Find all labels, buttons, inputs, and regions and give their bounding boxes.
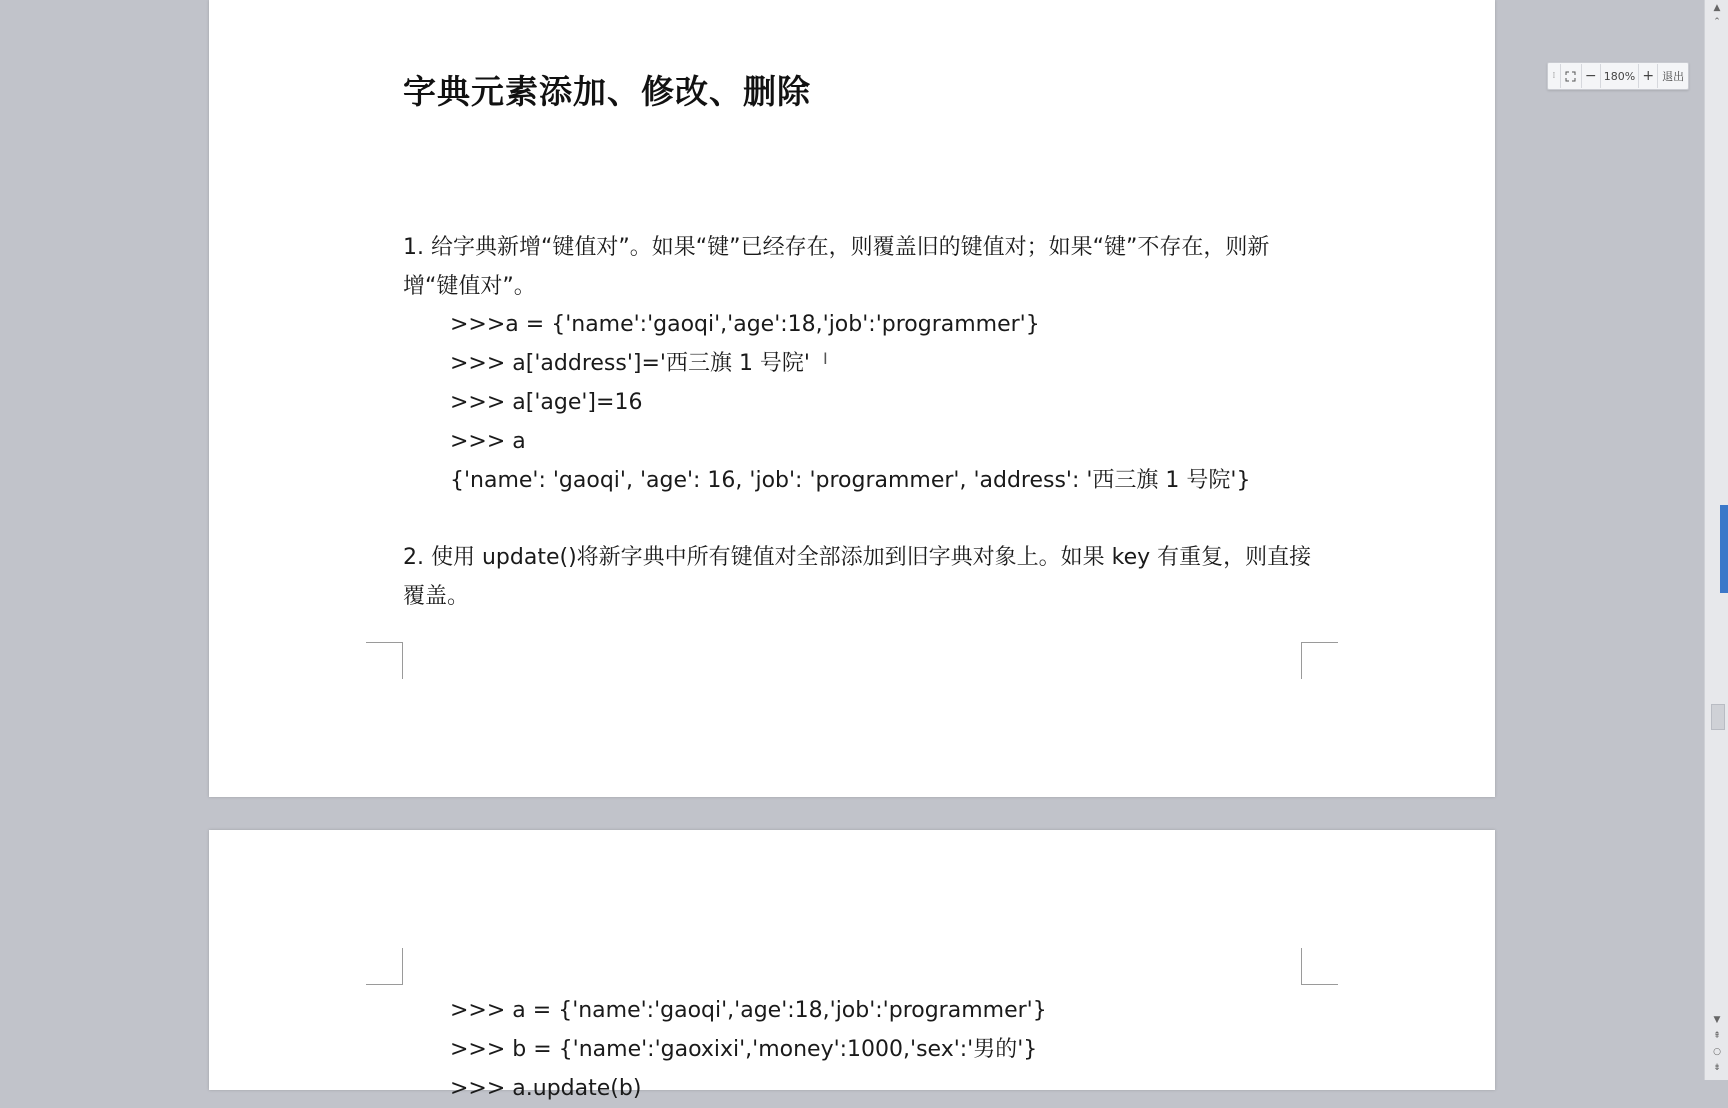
next-page-icon[interactable]: ⇟ (1713, 1063, 1721, 1073)
document-page-2 (209, 830, 1495, 1101)
text-cursor-icon: I (823, 349, 828, 368)
code-line: >>> a['age']=16 (450, 390, 643, 415)
fit-page-button[interactable] (1561, 64, 1582, 88)
code-output-line: {'name': 'gaoqi', 'age': 16, 'job': 'programmer', 'address': '西三旗 1 号院'} (450, 468, 1251, 493)
side-panel-toggle[interactable] (1720, 505, 1728, 593)
drag-handle-icon[interactable]: ⁞ (1548, 64, 1561, 88)
code-line: >>>a = {'name':'gaoqi','age':18,'job':'programmer'} (450, 312, 1040, 337)
fit-page-icon (1565, 71, 1576, 82)
code-line: >>> a.update(b) (450, 1076, 642, 1101)
code-line: >>> b = {'name':'gaoxixi','money':1000,'sex':'男的'} (450, 1037, 1038, 1062)
page-title: 字典元素添加、修改、删除 (403, 72, 811, 111)
paragraph-2: 2. 使用 update()将新字典中所有键值对全部添加到旧字典对象上。如果 key 有重复，则直接覆盖。 (403, 545, 1312, 609)
scroll-top-icon[interactable]: ▲ (1713, 3, 1721, 13)
code-line: >>> a = {'name':'gaoqi','age':18,'job':'programmer'} (450, 998, 1047, 1023)
zoom-toolbar (1547, 62, 1689, 90)
paragraph-1: 1. 给字典新增“键值对”。如果“键”已经存在，则覆盖旧的键值对；如果“键”不存在，则新增“键值对”。 (403, 235, 1270, 299)
exit-button[interactable]: 退出 (1662, 70, 1685, 83)
page-corner-mark (366, 642, 403, 679)
page-corner-mark (366, 948, 403, 985)
select-browse-object-icon[interactable]: ○ (1713, 1047, 1721, 1057)
scroll-up-icon[interactable]: ⌃ (1713, 17, 1721, 27)
page-corner-mark (1301, 948, 1338, 985)
code-line: >>> a['address']='西三旗 1 号院' (450, 351, 810, 376)
prev-page-icon[interactable]: ⇞ (1713, 1031, 1721, 1041)
zoom-level[interactable]: 180% (1601, 64, 1640, 88)
page-corner-mark (1301, 642, 1338, 679)
zoom-in-button[interactable]: + (1639, 64, 1658, 88)
zoom-out-button[interactable]: − (1582, 64, 1601, 88)
document-page-1 (209, 0, 1495, 797)
code-line: >>> a (450, 429, 526, 454)
scroll-down-icon[interactable]: ▼ (1713, 1015, 1721, 1025)
scrollbar-thumb[interactable] (1711, 704, 1725, 730)
